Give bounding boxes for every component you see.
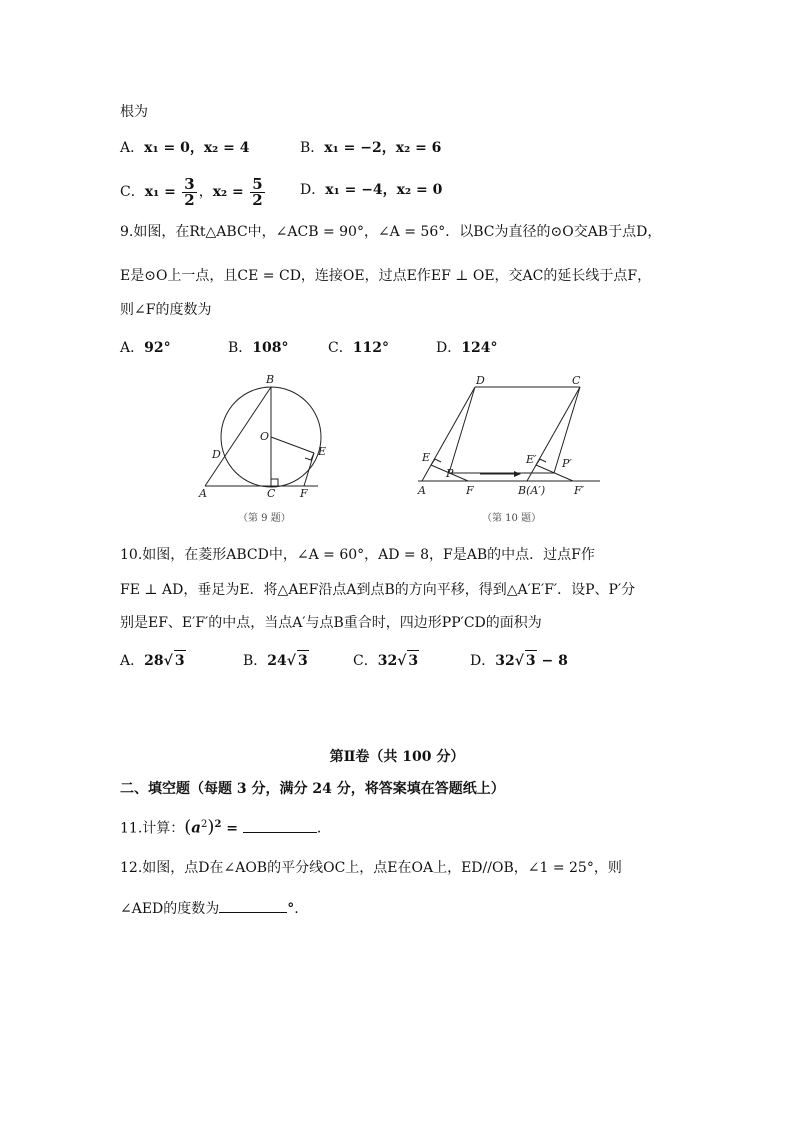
- q10-line-2: FE ⊥ AD，垂足为E．将△AEF沿点A到点B的方向平移，得到△A′E′F′．设P、P′分: [120, 582, 636, 598]
- label-e: E: [318, 445, 327, 458]
- right-angle-e2: [536, 459, 546, 465]
- label-b-a-prime: B(A′): [518, 484, 546, 497]
- fraction-5-2: $\frac{5}{2}$: [252, 174, 263, 209]
- label-f-prime: F′: [574, 484, 585, 497]
- q11: 11.计算：$(a^2)^2$ = .: [120, 816, 322, 838]
- fraction-3-2: $\frac{3}{2}$: [184, 174, 195, 209]
- q9-option-b[interactable]: B．108°: [228, 340, 289, 356]
- q8-option-d[interactable]: D．x₁ = −4，x₂ = 0: [300, 182, 443, 198]
- q10-option-a[interactable]: A．28√ 3: [120, 650, 186, 671]
- q10-line-3: 别是EF、E′F′的中点，当点A′与点B重合时，四边形PP′CD的面积为: [120, 615, 542, 631]
- label-p-prime: P′: [562, 457, 572, 470]
- q10-option-b[interactable]: B．24√ 3: [243, 650, 309, 671]
- q9-line-3: 则∠F的度数为: [120, 302, 212, 318]
- line-oe: [271, 437, 314, 453]
- q9-option-d[interactable]: D．124°: [436, 340, 498, 356]
- q10-option-d[interactable]: D．32√ 3 − 8: [470, 650, 568, 671]
- label-f: F: [466, 484, 474, 497]
- right-angle-c: [271, 479, 278, 486]
- arrow-head: [514, 471, 521, 477]
- q9-option-c[interactable]: C．112°: [328, 340, 389, 356]
- q12-line-2: ∠AED的度数为 °.: [120, 897, 299, 919]
- caption-9: （第 9 题）: [238, 513, 291, 524]
- q8-option-a[interactable]: A．x₁ = 0，x₂ = 4: [120, 140, 250, 156]
- caption-10: （第 10 题）: [482, 513, 542, 524]
- label-d: D: [476, 374, 485, 387]
- q12-line-1: 12.如图，点D在∠AOB的平分线OC上，点E在OA上，ED//OB，∠1 = 25°，则: [120, 860, 622, 876]
- label-d: D: [212, 448, 221, 461]
- label-b: B: [266, 373, 275, 386]
- q8-intro: 根为: [120, 104, 148, 120]
- label-a: A: [199, 487, 207, 500]
- label-a: A: [418, 484, 426, 497]
- side-cb: [527, 387, 580, 481]
- seg-dp: [449, 387, 475, 473]
- q8-option-c[interactable]: C．x₁ = $\frac{3}{2}$ ，x₂ = $\frac{5}{2}$: [120, 174, 263, 209]
- q10-line-1: 10.如图，在菱形ABCD中，∠A = 60°，AD = 8，F是AB的中点．过点F作: [120, 547, 595, 563]
- q9-option-a[interactable]: A．92°: [120, 340, 171, 356]
- label-p: P: [446, 467, 454, 480]
- figure-9: [190, 370, 340, 530]
- q9-line-2: E是⊙O上一点，且CE = CD，连接OE，过点E作EF ⊥ OE，交AC的延长线于点F，: [120, 268, 652, 284]
- label-o: O: [260, 430, 270, 443]
- part-2-heading: 第Ⅱ卷（共 100 分）: [329, 749, 465, 765]
- section-2-title: 二、填空题（每题 3 分，满分 24 分，将答案填在答题纸上）: [120, 781, 505, 797]
- label-c: C: [572, 374, 581, 387]
- label-c: C: [267, 487, 276, 500]
- answer-blank-11[interactable]: [243, 817, 317, 833]
- label-e-prime: E′: [526, 453, 537, 466]
- label-e: E: [422, 451, 431, 464]
- right-angle-e: [431, 459, 441, 465]
- q10-option-c[interactable]: C．32√ 3: [353, 650, 419, 671]
- q9-line-1: 9.如图，在Rt△ABC中，∠ACB = 90°，∠A = 56°．以BC为直径的⊙O交AB于点D，: [120, 224, 662, 240]
- figure-10: [410, 370, 610, 530]
- q8-option-b[interactable]: B．x₁ = −2，x₂ = 6: [300, 140, 442, 156]
- label-f: F: [300, 487, 308, 500]
- answer-blank-12[interactable]: [219, 897, 287, 913]
